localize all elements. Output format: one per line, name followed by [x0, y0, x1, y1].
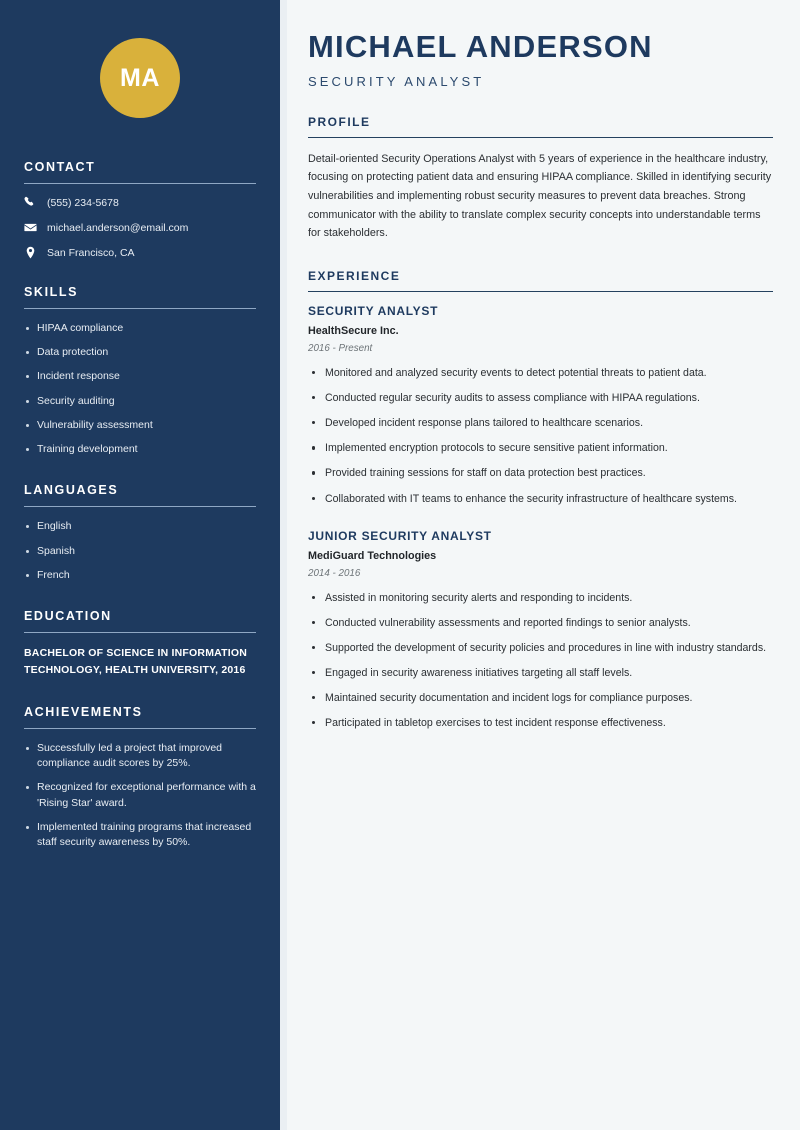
list-item: Monitored and analyzed security events to detect potential threats to patient data. — [308, 365, 773, 381]
list-item: Security auditing — [24, 394, 256, 409]
sidebar-section-contact — [24, 160, 256, 259]
column-gutter — [280, 0, 287, 1130]
list-item: French — [24, 568, 256, 583]
job-role: SECURITY ANALYST — [308, 304, 439, 319]
education-degree: BACHELOR OF SCIENCE IN INFORMATION TECHNOLOGY, HEALTH UNIVERSITY, 2016 — [24, 646, 248, 676]
list-item: Data protection — [24, 345, 256, 360]
job-bullets — [308, 365, 773, 507]
job-company: MediGuard Technologies — [308, 549, 437, 562]
list-item: Collaborated with IT teams to enhance the security infrastructure of healthcare systems. — [308, 491, 773, 507]
divider — [308, 137, 773, 138]
sidebar — [0, 0, 280, 1130]
sidebar-heading-languages: LANGUAGES — [24, 483, 119, 498]
job-dates: 2016 - Present — [308, 343, 373, 355]
main-content — [287, 0, 800, 1130]
list-item: Recognized for exceptional performance with a 'Rising Star' award. — [24, 780, 256, 810]
list-item: Implemented training programs that increased staff security awareness by 50%. — [24, 820, 256, 850]
sidebar-section-languages — [24, 483, 256, 583]
list-item: Spanish — [24, 544, 256, 559]
contact-item-location[interactable] — [24, 246, 256, 259]
divider — [24, 632, 256, 633]
sidebar-heading-education: EDUCATION — [24, 608, 112, 623]
contact-item-phone[interactable] — [24, 196, 256, 209]
job-dates: 2014 - 2016 — [308, 567, 361, 579]
job-company: HealthSecure Inc. — [308, 325, 399, 338]
list-item: Maintained security documentation and incident logs for compliance purposes. — [308, 690, 773, 706]
sidebar-heading-skills: SKILLS — [24, 285, 79, 299]
map-pin-icon — [24, 246, 37, 259]
divider — [308, 291, 773, 292]
achievements-list — [24, 741, 256, 850]
list-item: Developed incident response plans tailored to healthcare scenarios. — [308, 415, 773, 431]
profile-text: Detail-oriented Security Operations Analyst with 5 years of experience in the healthcare industry, focusing on protecting patient data and ensuring HIPAA compliance. Skilled in identifying security vulnerabilities and implementing robust security measures to prevent data breaches. Strong communicator with the ability to translate complex security concepts into understandable terms for stakeholders. — [308, 152, 772, 240]
list-item: Incident response — [24, 369, 256, 384]
avatar-container — [24, 0, 256, 160]
divider — [24, 728, 256, 729]
main-section-profile — [308, 115, 773, 243]
list-item: Implemented encryption protocols to secure sensitive patient information. — [308, 440, 773, 456]
avatar: MA — [100, 38, 180, 118]
list-item: Provided training sessions for staff on data protection best practices. — [308, 465, 773, 481]
sidebar-section-achievements — [24, 705, 256, 850]
contact-item-email[interactable] — [24, 221, 256, 234]
experience-entry — [308, 304, 773, 507]
main-heading-profile: PROFILE — [308, 114, 371, 129]
contact-phone-value: (555) 234-5678 — [47, 196, 119, 209]
sidebar-section-skills — [24, 285, 256, 457]
list-item: Assisted in monitoring security alerts and responding to incidents. — [308, 590, 773, 606]
header-job-title: SECURITY ANALYST — [308, 73, 485, 89]
list-item: Engaged in security awareness initiatives targeting all staff levels. — [308, 665, 773, 681]
sidebar-heading-achievements: ACHIEVEMENTS — [24, 704, 143, 719]
main-heading-experience: EXPERIENCE — [308, 269, 401, 284]
divider — [24, 308, 256, 309]
list-item: Successfully led a project that improved compliance audit scores by 25%. — [24, 741, 256, 771]
list-item: Conducted regular security audits to assess compliance with HIPAA regulations. — [308, 390, 773, 406]
contact-location-value: San Francisco, CA — [47, 246, 135, 259]
list-item: Vulnerability assessment — [24, 418, 256, 433]
phone-icon — [24, 196, 37, 209]
sidebar-section-education — [24, 609, 256, 679]
main-section-experience — [308, 269, 773, 731]
languages-list — [24, 519, 256, 583]
list-item: Training development — [24, 442, 256, 457]
divider — [24, 506, 256, 507]
job-role: JUNIOR SECURITY ANALYST — [308, 528, 492, 543]
skills-list — [24, 321, 256, 457]
list-item: HIPAA compliance — [24, 321, 256, 336]
list-item: Supported the development of security policies and procedures in line with industry standards. — [308, 640, 773, 656]
job-bullets — [308, 590, 773, 732]
list-item: Conducted vulnerability assessments and reported findings to senior analysts. — [308, 615, 773, 631]
list-item: English — [24, 519, 256, 534]
divider — [24, 183, 256, 184]
page-title: MICHAEL ANDERSON — [308, 29, 653, 64]
sidebar-heading-contact: CONTACT — [24, 160, 96, 174]
list-item: Participated in tabletop exercises to test incident response effectiveness. — [308, 715, 773, 731]
envelope-icon — [24, 221, 37, 234]
experience-entry — [308, 529, 773, 732]
contact-email-value: michael.anderson@email.com — [47, 221, 189, 234]
